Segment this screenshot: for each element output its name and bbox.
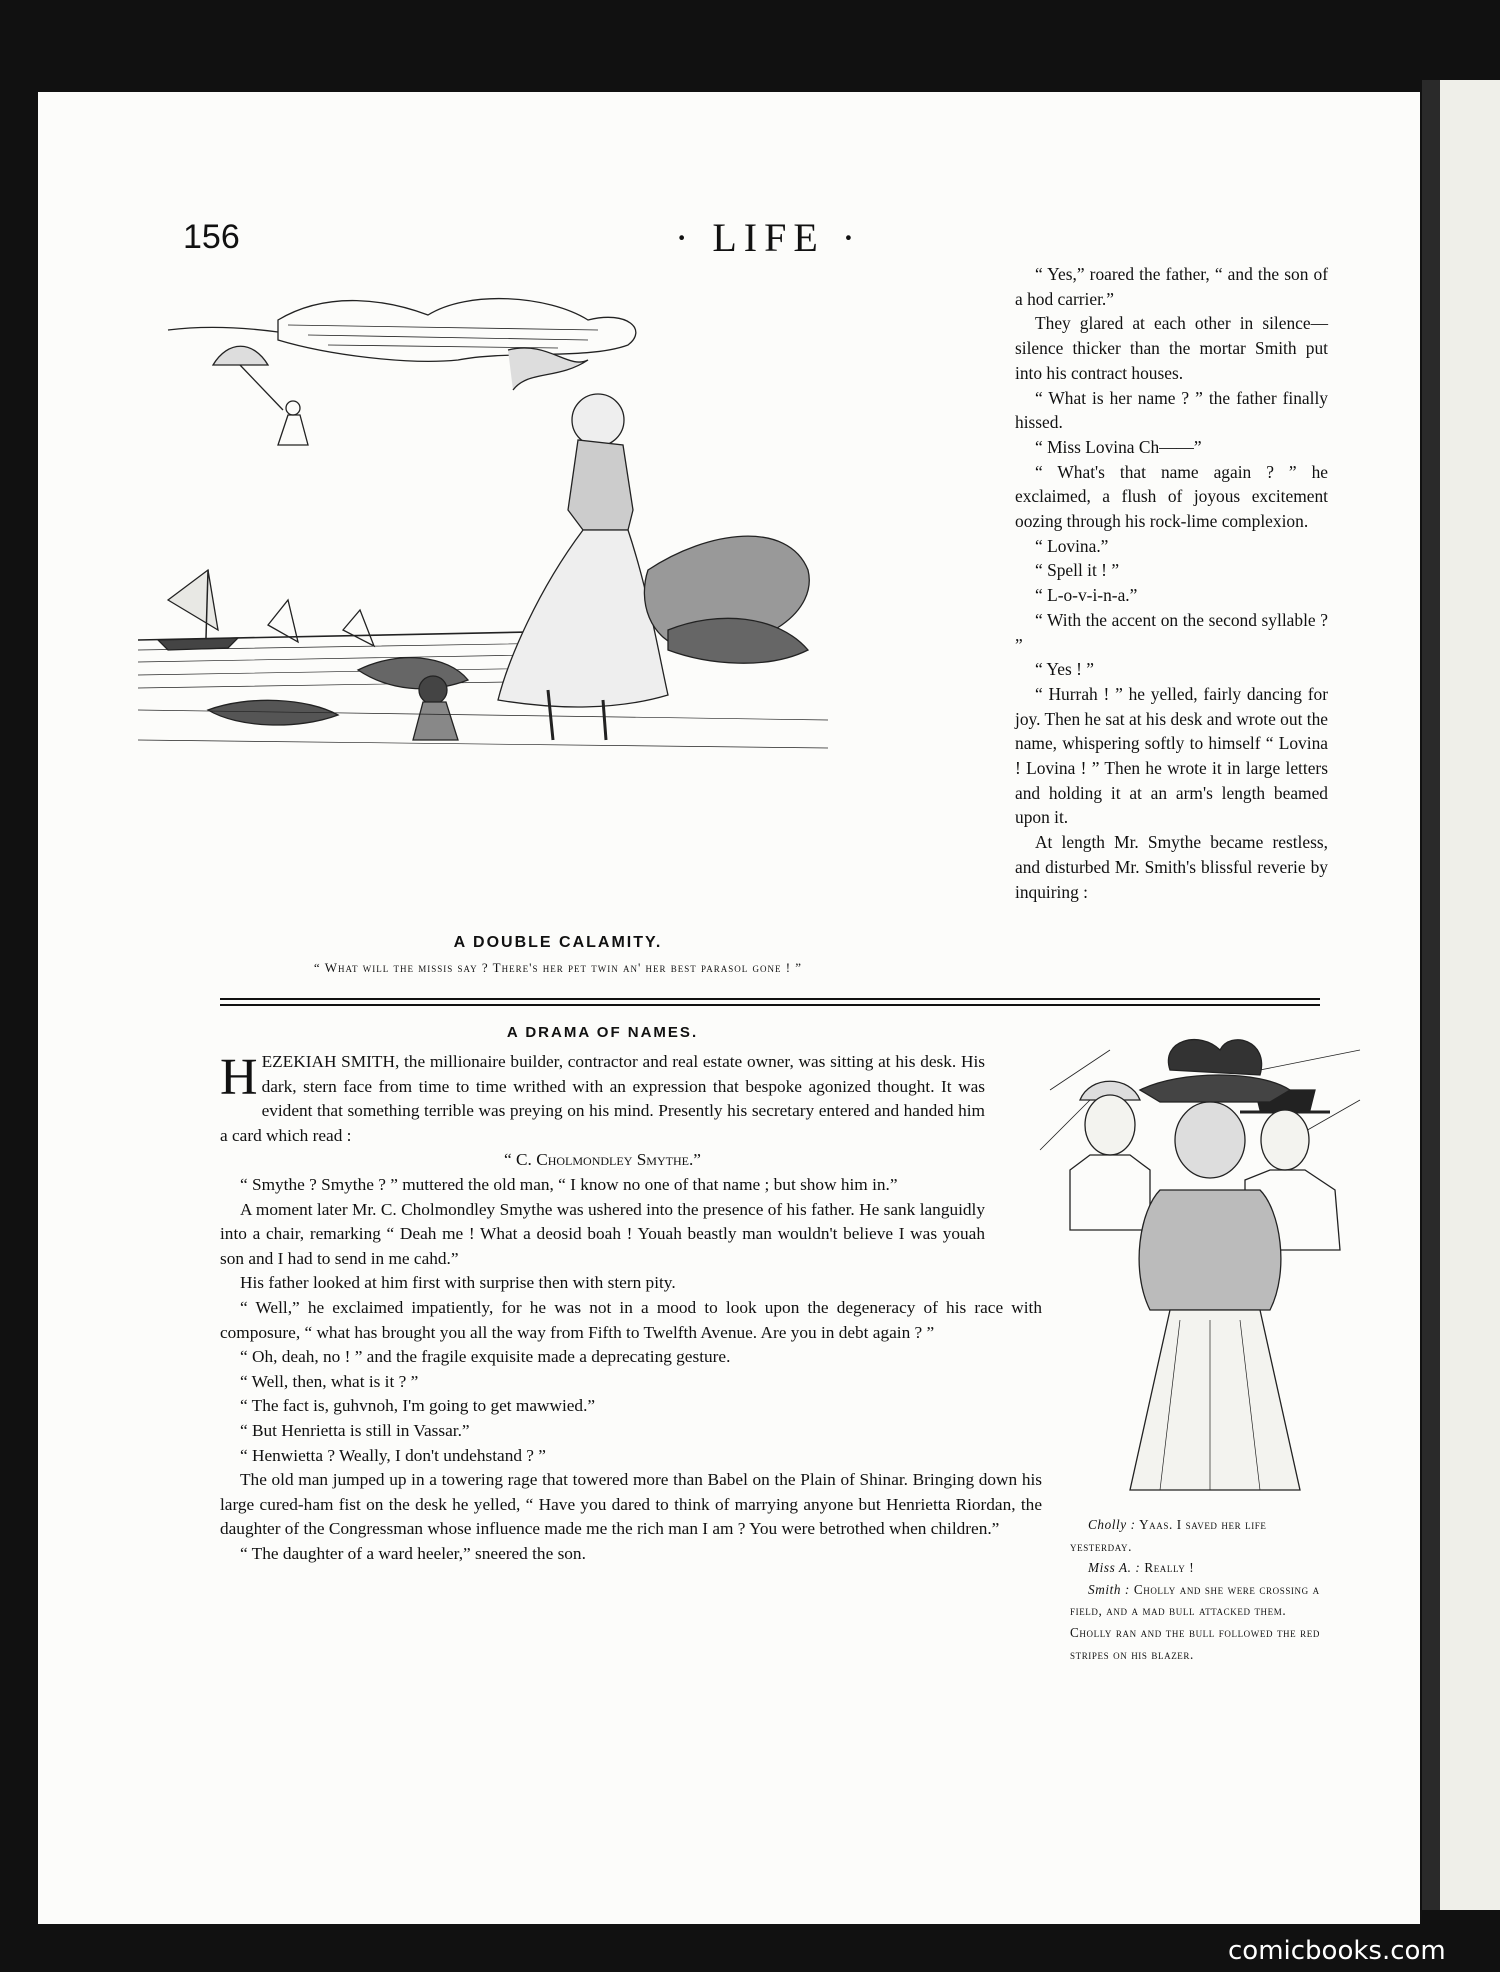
lead-paragraph	[220, 1050, 985, 1148]
paragraph: “ Spell it ! ”	[1035, 560, 1120, 581]
paragraph: “ The daughter of a ward heeler,” sneered the son.	[240, 1543, 586, 1563]
paragraph: “ Lovina.”	[1035, 535, 1109, 556]
facing-page-edge	[1422, 80, 1500, 1910]
paragraph: “ Hurrah ! ” he yelled, fairly dancing for joy. Then he sat at his desk and wrote out the name, whispering softly to himself “ Lovina ! Lovina ! ” Then he wrote it in large letters and holding it at an arm's length beamed upon it.	[1015, 683, 1328, 828]
dialogue-line	[1070, 1514, 1328, 1557]
paragraph: “ What is her name ? ” the father finally hissed.	[1015, 387, 1328, 433]
dialogue-text: Yaas. I saved her life yesterday.	[1070, 1517, 1267, 1554]
right-cartoon-caption	[1070, 1514, 1328, 1665]
lead-text: EZEKIAH SMITH, the millionaire builder, contractor and real estate owner, was sitting at his desk. His dark, stern face from time to time writhed with an expression that bespoke agonized thought. It was evident that something terrible was preying on his mind. Presently his secretary entered and handed him a card which read :	[220, 1052, 985, 1145]
facing-page-sliver	[1440, 80, 1500, 1910]
drama-story	[220, 1050, 1042, 1566]
double-calamity-illustration	[128, 270, 988, 918]
paragraph: “ Well, then, what is it ? ”	[240, 1371, 419, 1391]
paragraph: “ Well,” he exclaimed impatiently, for he was not in a mood to look upon the degeneracy of his race with composure, “ what has brought you all the way from Fifth to Twelfth Avenue. Are you in debt again ? ”	[220, 1297, 1042, 1342]
paragraph: They glared at each other in silence—silence thicker than the mortar Smith put into his contract houses.	[1015, 313, 1328, 383]
drama-narrow-block	[220, 1050, 985, 1296]
speaker-name: Miss A. :	[1088, 1560, 1141, 1576]
right-column-text	[1015, 262, 1328, 904]
paragraph: “ L-o-v-i-n-a.”	[1035, 585, 1138, 606]
paragraph: “ Yes,” roared the father, “ and the son of a hod carrier.”	[1015, 264, 1328, 309]
paragraph: His father looked at him first with surprise then with stern pity.	[240, 1273, 676, 1293]
section-divider	[220, 1004, 1320, 1006]
page-number: 156	[183, 218, 240, 256]
speaker-name: Smith :	[1088, 1581, 1130, 1597]
paragraph: A moment later Mr. C. Cholmondley Smythe was ushered into the presence of his father. He sank languidly into a chair, remarking “ Deah me ! What a deosid boah ! Youah beastly man wouldn't believe I was youah son and I had to send in me cahd.”	[220, 1199, 985, 1268]
paragraph: “ Smythe ? Smythe ? ” muttered the old man, “ I know no one of that name ; but show him in.”	[240, 1174, 898, 1194]
paragraph: “ But Henrietta is still in Vassar.”	[240, 1420, 470, 1440]
cholly-illustration	[1030, 1030, 1370, 1500]
paragraph: “ With the accent on the second syllable ? ”	[1015, 609, 1328, 655]
paragraph: “ Miss Lovina Ch——”	[1035, 436, 1202, 457]
drama-title: A DRAMA OF NAMES.	[506, 1024, 699, 1041]
source-watermark: comicbooks.com	[1228, 1936, 1446, 1966]
dialogue-line	[1070, 1579, 1328, 1665]
calling-card-text: “ C. Cholmondley Smythe.”	[504, 1150, 701, 1170]
drop-cap: H	[220, 1049, 258, 1106]
paragraph: “ Oh, deah, no ! ” and the fragile exquisite made a deprecating gesture.	[240, 1347, 731, 1367]
dialogue-text: Really !	[1140, 1560, 1195, 1576]
paragraph: “ Yes ! ”	[1035, 659, 1094, 680]
paragraph: The old man jumped up in a towering rage that towered more than Babel on the Plain of Shinar. Bringing down his large cured-ham fist on the desk he yelled, “ Have you dared to think of marrying anyone but Henrietta Riordan, the daughter of the Congressman whose influence made me the rich man I am ? You were betrothed when children.”	[220, 1470, 1042, 1539]
paragraph: “ What's that name again ? ” he exclaimed, a flush of joyous excitement oozing through his rock-lime complexion.	[1015, 461, 1328, 532]
masthead-title: · LIFE ·	[675, 215, 863, 260]
section-divider	[220, 998, 1320, 1000]
paragraph: “ Henwietta ? Weally, I don't undehstand ? ”	[240, 1445, 546, 1465]
paragraph: “ The fact is, guhvnoh, I'm going to get mawwied.”	[240, 1396, 596, 1416]
dialogue-text: Cholly and she were crossing a field, and a mad bull attacked them. Cholly ran and the bull followed the red stripes on his blazer.	[1070, 1581, 1320, 1662]
top-cartoon-title: A DOUBLE CALAMITY.	[453, 934, 663, 951]
speaker-name: Cholly :	[1088, 1517, 1136, 1532]
top-cartoon-quote: “ What will the missis say ? There's her pet twin an' her best parasol gone ! ”	[313, 960, 803, 975]
paragraph: At length Mr. Smythe became restless, and disturbed Mr. Smith's blissful reverie by inquiring :	[1015, 832, 1328, 902]
dialogue-line	[1070, 1557, 1328, 1579]
